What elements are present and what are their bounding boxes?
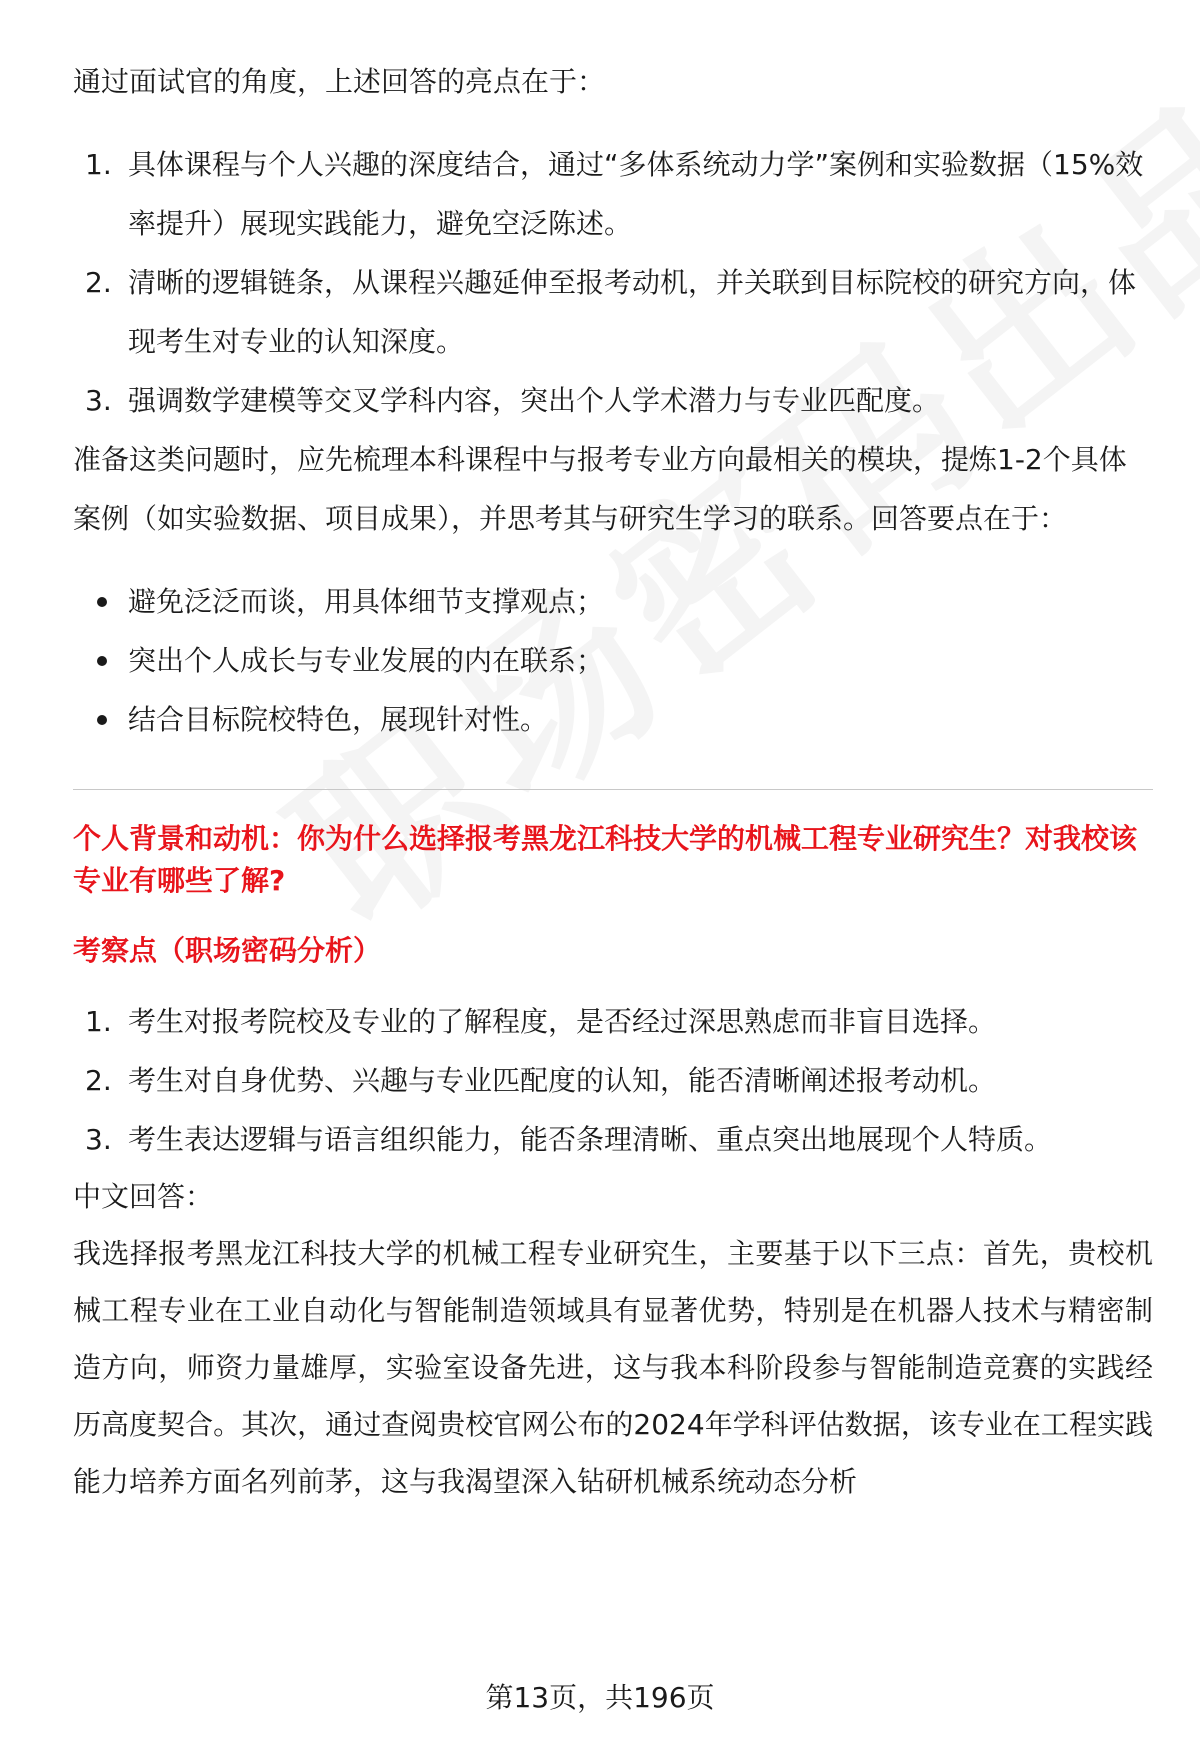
list-item: [73, 371, 1153, 430]
list-item: [73, 631, 1153, 690]
intro-paragraph: 通过面试官的角度，上述回答的亮点在于：: [73, 65, 606, 98]
answer-paragraph: 我选择报考黑龙江科技大学的机械工程专业研究生，主要基于以下三点：首先，贵校机械工程专业在工业自动化与智能制造领域具有显著优势，特别是在机器人技术与精密制造方向，师资力量雄厚，实验室设备先进，这与我本科阶段参与智能制造竞赛的实践经历高度契合。其次，通过查阅贵校官网公布的2024年学科评估数据，该专业在工程实践能力培养方面名列前茅，这与我渴望深入钻研机械系统动态分析: [73, 1237, 1153, 1498]
list-item-text: 清晰的逻辑链条，从课程兴趣延伸至报考动机，并关联到目标院校的研究方向，体现考生对专业的认知深度。: [128, 266, 1137, 358]
list-item: [73, 135, 1153, 253]
list-item-text: 强调数学建模等交叉学科内容，突出个人学术潜力与专业匹配度。: [128, 384, 941, 417]
page-content: [73, 52, 1153, 1510]
bullet-icon: [97, 597, 107, 607]
list-item: [73, 992, 1153, 1051]
page-footer: 第13页，共196页: [485, 1681, 715, 1714]
section-divider: [73, 789, 1153, 790]
list-item-text: 考生对报考院校及专业的了解程度，是否经过深思熟虑而非盲目选择。: [128, 1005, 997, 1038]
list-item-text: 避免泛泛而谈，用具体细节支撑观点；: [128, 585, 605, 618]
list-item: [73, 253, 1153, 371]
list-item-text: 突出个人成长与专业发展的内在联系；: [128, 644, 605, 677]
bullet-icon: [97, 656, 107, 666]
answer-label: 中文回答：: [73, 1180, 214, 1213]
list-item: [73, 1051, 1153, 1110]
list-item-text: 考生对自身优势、兴趣与专业匹配度的认知，能否清晰阐述报考动机。: [128, 1064, 997, 1097]
list-item-text: 考生表达逻辑与语言组织能力，能否条理清晰、重点突出地展现个人特质。: [128, 1123, 1053, 1156]
list-number: 2.: [85, 1064, 112, 1097]
question-heading: 个人背景和动机：你为什么选择报考黑龙江科技大学的机械工程专业研究生？对我校该专业有哪些了解?: [73, 822, 1138, 897]
preparation-paragraph: 准备这类问题时，应先梳理本科课程中与报考专业方向最相关的模块，提炼1-2个具体案例（如实验数据、项目成果），并思考其与研究生学习的联系。回答要点在于：: [73, 443, 1127, 535]
list-number: 1.: [85, 1005, 112, 1038]
list-number: 3.: [85, 384, 112, 417]
tips-list: [73, 572, 1153, 749]
analysis-list: [73, 992, 1153, 1169]
list-number: 3.: [85, 1123, 112, 1156]
bullet-icon: [97, 715, 107, 725]
list-item-text: 结合目标院校特色，展现针对性。: [128, 703, 549, 736]
highlights-list: [73, 135, 1153, 430]
list-number: 1.: [85, 148, 112, 181]
list-item: [73, 1110, 1153, 1169]
list-item: [73, 572, 1153, 631]
list-number: 2.: [85, 266, 112, 299]
list-item: [73, 690, 1153, 749]
analysis-heading: 考察点（职场密码分析）: [73, 934, 382, 967]
list-item-text: 具体课程与个人兴趣的深度结合，通过“多体系统动力学”案例和实验数据（15%效率提升）展现实践能力，避免空泛陈述。: [128, 148, 1144, 240]
